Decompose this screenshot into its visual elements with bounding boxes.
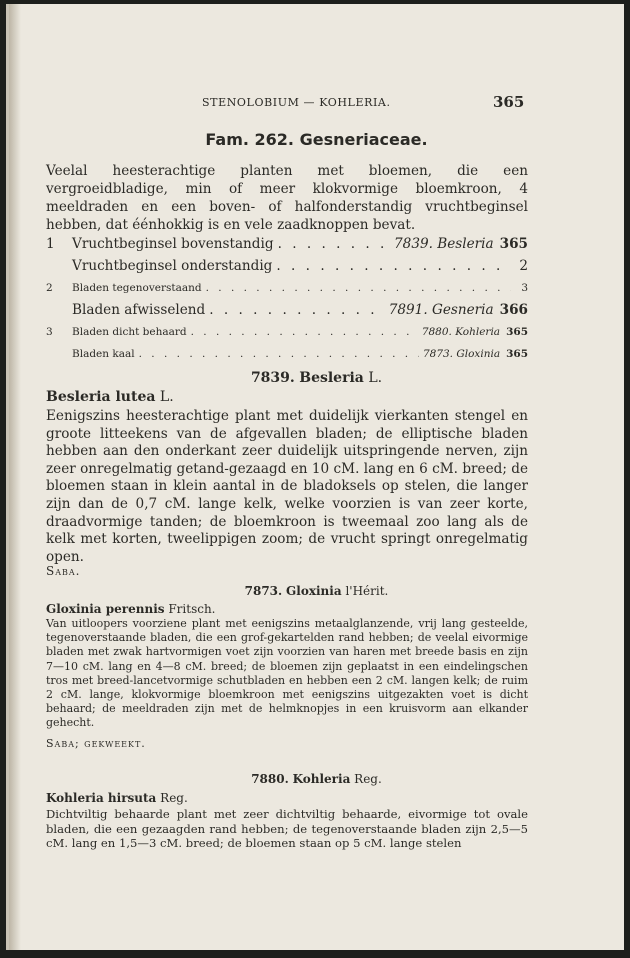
species-description: Dichtviltig behaarde plant met zeer dichtviltig behaarde, eivormige tot ovale bladen, die een gezaagden rand hebben; de tegenoverstaande bladen zijn 2,5—5 cM. lang en 1,5—3 cM. breed; de bloemen staan op 5 cM. lange stelen xyxy=(46,807,528,851)
key-text: Bladen dicht behaard xyxy=(72,326,187,338)
page-number: 365 xyxy=(493,93,525,111)
key-target: 7873. Gloxinia xyxy=(422,348,501,360)
key-row xyxy=(46,343,528,365)
leader-dots xyxy=(276,255,509,277)
book-page xyxy=(6,4,624,950)
species-author: Reg. xyxy=(160,791,188,805)
key-page: 3 xyxy=(521,282,528,294)
key-text: Bladen afwisselend xyxy=(72,302,206,318)
locality: Saba. xyxy=(46,564,81,578)
species-description: Van uitloopers voorziene plant met eenigszins metaalglanzende, vrij lang gesteelde, tegenoverstaande bladen, die een grof-gekartelden rand hebben; de veelal eivormige bladen met zwak hartvormigen voet zijn voorzien van haren met breede basis en zijn 7—10 cM. lang en 4—8 cM. breed; de bloemen zijn geplaatst in een eindelingschen tros met breed-lancetvormige schutbladen en hebben een 2 cM. langen kelk; de ruim 2 cM. lange, klokvormige bloemkroon met eenigszins uitgezakten voet is dicht behaard; de meeldraden zijn met de helmknopjes in een kruisvorm aan elkander gehecht. xyxy=(46,617,528,730)
key-text: Bladen tegenoverstaand xyxy=(72,282,202,294)
key-row xyxy=(46,299,528,321)
key-row xyxy=(46,233,528,255)
genus-heading xyxy=(9,584,624,598)
genus-heading xyxy=(9,370,624,386)
species-description: Eenigszins heesterachtige plant met duidelijk vierkanten stengel en groote litteekens van de afgevallen bladen; de elliptische bladen hebben aan den onderkant zeer duidelijk uitspringende nerven, zijn zeer onregelmatig getand-gezaagd en 10 cM. lang en 6 cM. breed; de bloemen staan in klein aantal in de bladoksels op stelen, die langer zijn dan de 0,7 cM. lange kelk, welke voorzien is van zeer korte, draadvormige tanden; de bloemkroon is tweemaal zoo lang als de kelk met korten, tweelippigen zoom; de vrucht springt onregelmatig open. xyxy=(46,408,528,565)
genus-name: Kohleria xyxy=(292,772,351,786)
genus-author: Reg. xyxy=(354,772,382,786)
species-line xyxy=(46,602,216,616)
genus-author: l'Hérit. xyxy=(345,584,389,598)
key-target: 7839. Besleria xyxy=(394,236,494,252)
key-number: 2 xyxy=(46,282,53,294)
leader-dots xyxy=(206,277,512,299)
key-text: Vruchtbeginsel bovenstandig xyxy=(72,236,274,252)
key-number: 3 xyxy=(46,326,53,338)
key-text: Vruchtbeginsel onderstandig xyxy=(72,258,273,274)
key-page: 365 xyxy=(506,326,528,338)
key-page: 366 xyxy=(499,302,528,318)
genus-author: L. xyxy=(368,370,383,386)
key-page: 365 xyxy=(499,236,528,252)
locality: Saba; gekweekt. xyxy=(46,737,146,750)
species-line xyxy=(46,791,188,805)
family-title: Fam. 262. Gesneriaceae. xyxy=(205,130,428,149)
genus-name: Besleria xyxy=(299,370,364,386)
genus-number: 7873. xyxy=(244,584,283,598)
leader-dots xyxy=(191,321,418,343)
species-name: Kohleria hirsuta xyxy=(46,791,157,805)
running-head: STENOLOBIUM — KOHLERIA. xyxy=(202,96,391,109)
genus-heading xyxy=(9,772,624,786)
species-author: Fritsch. xyxy=(168,602,216,616)
key-page: 365 xyxy=(506,348,528,360)
key-row xyxy=(46,321,528,343)
leader-dots xyxy=(278,233,390,255)
key-target: 7891. Gesneria xyxy=(388,302,494,318)
key-target: 7880. Kohleria xyxy=(421,326,501,338)
key-row xyxy=(46,255,528,277)
identification-key xyxy=(46,233,528,365)
genus-number: 7880. xyxy=(251,772,289,786)
leader-dots xyxy=(139,343,419,365)
family-description: Veelal heesterachtige planten met bloemen, die een vergroeidbladige, min of meer klokvormige bloemkroon, 4 meeldraden en een boven- of halfonderstandig vruchtbeginsel hebben, dat éénhokkig is en vele zaadknoppen bevat. xyxy=(46,163,528,233)
species-name: Gloxinia perennis xyxy=(46,602,165,616)
species-author: L. xyxy=(159,389,174,405)
genus-name: Gloxinia xyxy=(286,584,342,598)
species-line xyxy=(46,389,174,405)
key-number: 1 xyxy=(46,236,55,252)
leader-dots xyxy=(209,299,385,321)
key-row xyxy=(46,277,528,299)
species-name: Besleria lutea xyxy=(46,389,156,405)
key-text: Bladen kaal xyxy=(72,348,135,360)
genus-number: 7839. xyxy=(250,370,295,386)
key-page: 2 xyxy=(519,258,528,274)
